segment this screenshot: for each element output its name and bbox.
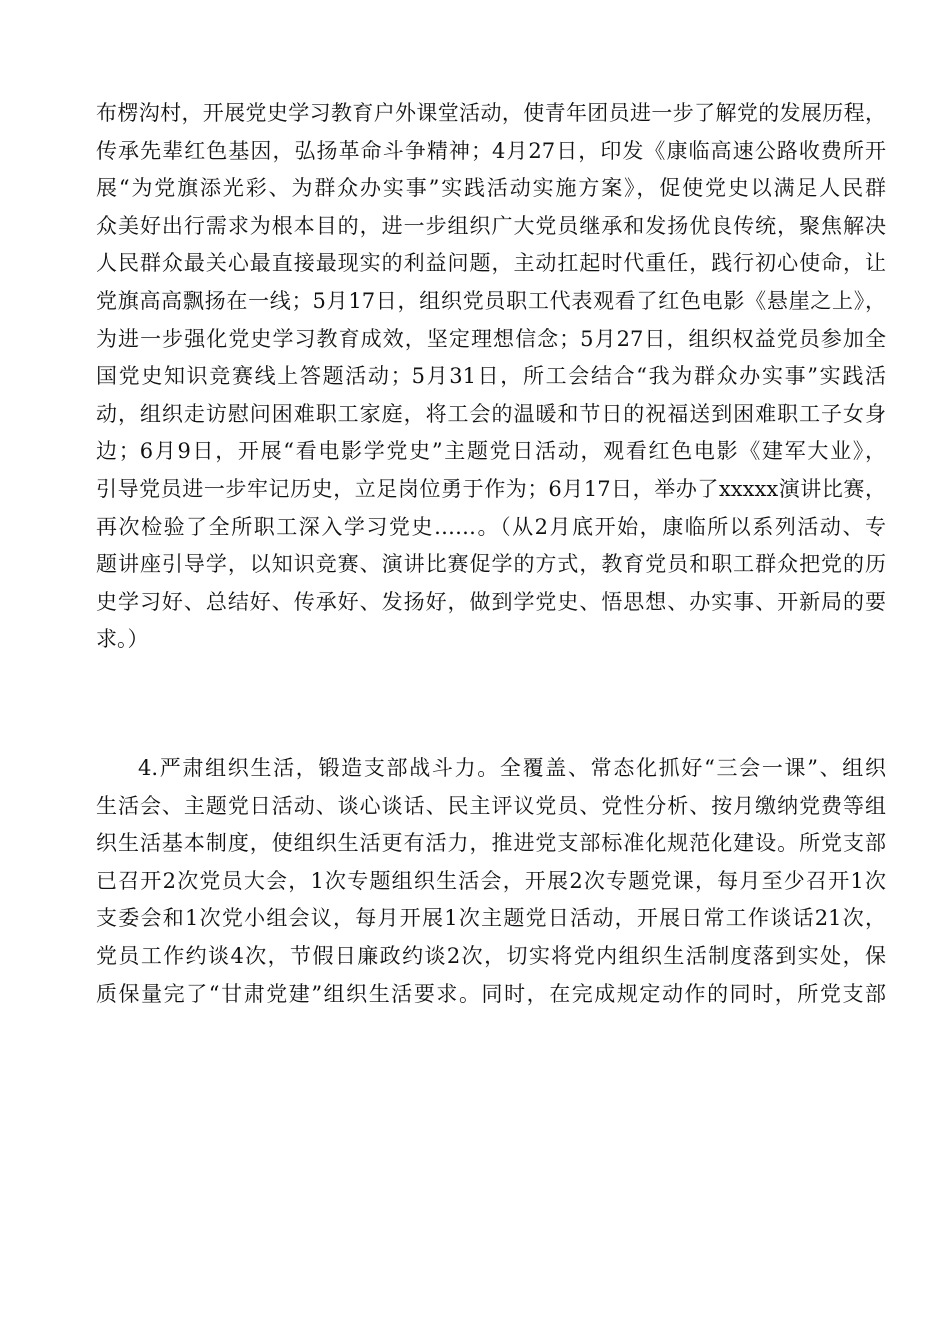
text-line: 布楞沟村，开展党史学习教育户外课堂活动，使青年团员进一步了解党的发展历程， <box>96 101 886 125</box>
text-line: 题讲座引导学，以知识竞赛、演讲比赛促学的方式，教育党员和职工群众把党的历 <box>96 552 886 577</box>
text-line: 4.严肃组织生活，锻造支部战斗力。全覆盖、常态化抓好“三会一课”、组织 <box>138 756 886 780</box>
paragraph-organizational-life <box>96 750 886 1013</box>
text-line: 质保量完了“甘肃党建”组织生活要求。同时，在完成规定动作的同时，所党支部 <box>96 981 886 1006</box>
text-line: 国党史知识竞赛线上答题活动；5月31日，所工会结合“我为群众办实事”实践活 <box>96 364 886 389</box>
text-line: 党旗高高飘扬在一线；5月17日，组织党员职工代表观看了红色电影《悬崖之上》， <box>96 288 886 313</box>
text-line: 史学习好、总结好、传承好、发扬好，做到学党史、悟思想、办实事、开新局的要 <box>96 589 886 614</box>
text-line: 动，组织走访慰问困难职工家庭，将工会的温暖和节日的祝福送到困难职工子女身 <box>96 401 886 426</box>
text-line: 求。） <box>96 627 149 652</box>
paragraph-activities <box>96 95 886 659</box>
text-line: 已召开2次党员大会，1次专题组织生活会，开展2次专题党课，每月至少召开1次 <box>96 868 886 893</box>
text-line: 人民群众最关心最直接最现实的利益问题，主动扛起时代重任，践行初心使命，让 <box>96 251 886 276</box>
text-line: 展“为党旗添光彩、为群众办实事”实践活动实施方案》，促使党史以满足人民群 <box>96 176 886 201</box>
text-line: 再次检验了全所职工深入学习党史……。（从2月底开始，康临所以系列活动、专 <box>96 514 886 539</box>
text-line: 引导党员进一步牢记历史，立足岗位勇于作为；6月17日，举办了xxxxx演讲比赛， <box>96 476 886 501</box>
text-line: 生活会、主题党日活动、谈心谈话、民主评议党员、党性分析、按月缴纳党费等组 <box>96 793 886 818</box>
text-line: 传承先辈红色基因，弘扬革命斗争精神；4月27日，印发《康临高速公路收费所开 <box>96 138 886 163</box>
text-line: 党员工作约谈4次，节假日廉政约谈2次，切实将党内组织生活制度落到实处，保 <box>96 943 886 968</box>
text-line: 边；6月9日，开展“看电影学党史”主题党日活动，观看红色电影《建军大业》， <box>96 439 886 464</box>
text-line: 众美好出行需求为根本目的，进一步组织广大党员继承和发扬优良传统，聚焦解决 <box>96 213 886 238</box>
text-line: 织生活基本制度，使组织生活更有活力，推进党支部标准化规范化建设。所党支部 <box>96 831 886 856</box>
text-line: 为进一步强化党史学习教育成效，坚定理想信念；5月27日，组织权益党员参加全 <box>96 326 886 351</box>
text-line: 支委会和1次党小组会议，每月开展1次主题党日活动，开展日常工作谈话21次， <box>96 906 886 931</box>
